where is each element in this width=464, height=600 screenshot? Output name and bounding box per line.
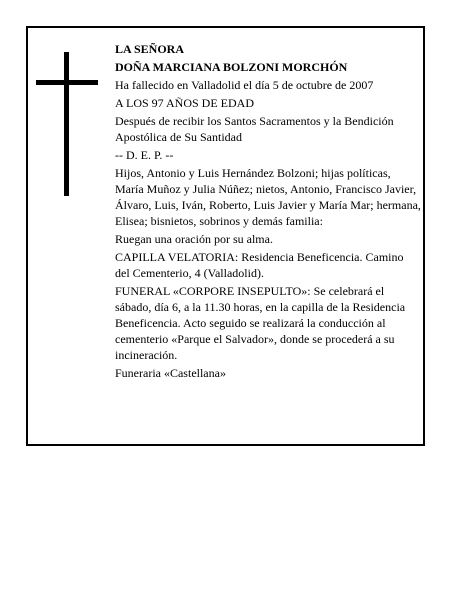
rip-line: -- D. E. P. -- bbox=[115, 148, 174, 162]
age-statement: A LOS 97 AÑOS DE EDAD bbox=[115, 96, 255, 110]
cross-horizontal-bar bbox=[36, 80, 98, 85]
funeral-home: Funeraria «Castellana» bbox=[115, 366, 226, 380]
cross-vertical-bar bbox=[64, 52, 69, 196]
sacraments-statement: Después de recibir los Santos Sacramentos y la Bendición Apostólica de Su Santidad bbox=[115, 114, 394, 144]
chapel-info: CAPILLA VELATORIA: Residencia Beneficencia. Camino del Cementerio, 4 (Valladolid). bbox=[115, 250, 404, 280]
cross-icon bbox=[36, 52, 98, 196]
deceased-name: DOÑA MARCIANA BOLZONI MORCHÓN bbox=[115, 60, 348, 74]
family-list: Hijos, Antonio y Luis Hernández Bolzoni; hijas políticas, María Muñoz y Julia Núñez; nietos, Antonio, Francisco Javier, Álvaro, Luis, Iván, Roberto, Luis Javier y María Mar; hermana, Elisea; bisnietos, sobrinos y demás familia: bbox=[115, 166, 421, 228]
death-statement: Ha fallecido en Valladolid el día 5 de octubre de 2007 bbox=[115, 78, 374, 92]
notice-title: LA SEÑORA bbox=[115, 42, 185, 56]
obituary-text bbox=[115, 41, 421, 383]
prayer-request: Ruegan una oración por su alma. bbox=[115, 232, 273, 246]
funeral-info: FUNERAL «CORPORE INSEPULTO»: Se celebrará el sábado, día 6, a la 11.30 horas, en la capilla de la Residencia Beneficencia. Acto seguido se realizará la conducción al cementerio «Parque el Salvador», donde se procederá a su incineración. bbox=[115, 284, 406, 362]
